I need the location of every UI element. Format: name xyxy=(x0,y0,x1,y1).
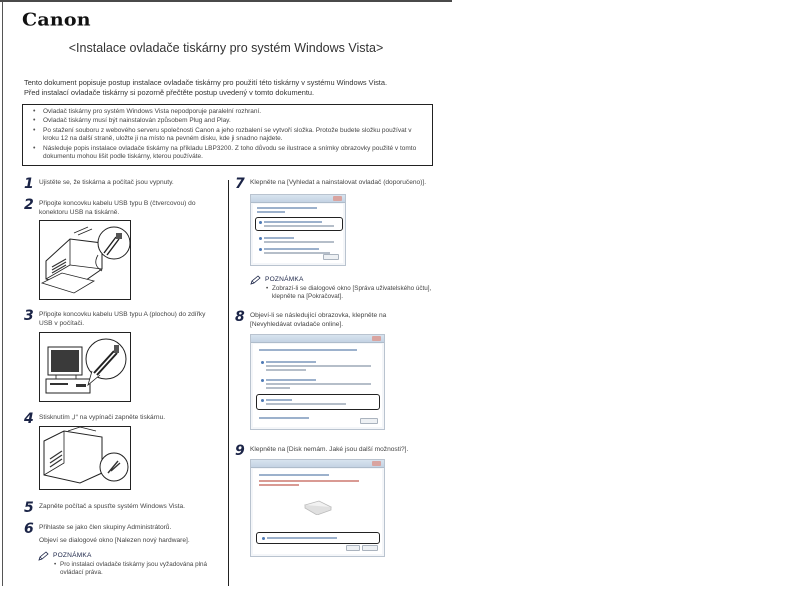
printer-power-icon xyxy=(40,427,130,489)
step-text: Stisknutím „I“ na vypínači zapněte tiskárnu. xyxy=(39,414,166,421)
screenshot-no-disk xyxy=(250,459,385,557)
step-number: 8 xyxy=(235,309,245,325)
illustration-usb-computer xyxy=(39,332,131,402)
step-text: Přihlaste se jako člen skupiny Administrátorů. xyxy=(39,524,172,531)
step-number: 2 xyxy=(24,197,34,213)
highlight-box xyxy=(255,217,343,231)
illustration-usb-printer xyxy=(39,220,131,300)
close-icon xyxy=(372,336,381,341)
step-text: Objeví-li se následující obrazovka, klepněte na [Nevyhledávat ovladače online]. xyxy=(250,312,387,328)
note-item: • Ovladač tiskárny pro systém Windows Vista nepodporuje paralelní rozhraní. xyxy=(43,108,424,117)
highlight-box xyxy=(256,532,380,544)
step-subtext: Objeví se dialogové okno [Nalezen nový hardware]. xyxy=(39,537,190,544)
intro-paragraph xyxy=(24,78,444,97)
dialog-button xyxy=(360,418,378,424)
step-number: 1 xyxy=(24,176,34,192)
dialog-titlebar xyxy=(251,195,345,203)
screenshot-found-new-hardware xyxy=(250,194,346,266)
page-left-border xyxy=(2,2,3,586)
dialog-button xyxy=(323,254,339,260)
note-step-6 xyxy=(38,552,218,580)
intro-line: Před instalací ovladače tiskárny si pozorně přečtěte postup uvedený v tomto dokumentu. xyxy=(24,87,315,97)
highlight-box xyxy=(256,394,380,410)
printer-usb-b-icon xyxy=(40,221,130,299)
column-divider xyxy=(228,180,229,586)
dialog-button xyxy=(362,545,378,551)
illustration-power-switch xyxy=(39,426,131,490)
step-number: 6 xyxy=(24,521,34,537)
pencil-icon xyxy=(38,551,50,561)
step-number: 3 xyxy=(24,308,34,324)
canon-logo: Canon xyxy=(22,9,91,31)
note-item: • Následuje popis instalace ovladače tiskárny na příkladu LBP3200. Z toho důvodu se ilustrace a snímky obrazovky použité v tomto dokumentu mohou lišit podle tiskárny, kterou používáte. xyxy=(43,145,424,162)
step-text: Připojte koncovku kabelu USB typu A (plochou) do zdířky USB v počítači. xyxy=(39,311,206,327)
dialog-body xyxy=(253,469,382,554)
step-text: Klepněte na [Vyhledat a nainstalovat ovladač (doporučeno)]. xyxy=(250,179,427,186)
step-number: 4 xyxy=(24,411,34,427)
step-text: Zapněte počítač a spusťte systém Windows Vista. xyxy=(39,503,186,510)
step-number: 5 xyxy=(24,500,34,516)
step-text: Připojte koncovku kabelu USB typu B (čtvercovou) do konektoru USB na tiskárně. xyxy=(39,200,196,216)
important-notes-box xyxy=(22,104,433,166)
disc-drive-icon xyxy=(303,499,333,515)
dialog-body xyxy=(253,344,382,427)
page-top-border xyxy=(0,0,452,2)
dialog-titlebar xyxy=(251,335,384,343)
computer-usb-a-icon xyxy=(40,333,130,401)
pencil-icon xyxy=(250,275,262,285)
dialog-body xyxy=(253,204,343,263)
step-text: Ujistěte se, že tiskárna a počítač jsou vypnuty. xyxy=(39,179,174,186)
note-item: • Ovladač tiskárny musí být nainstalován způsobem Plug and Play. xyxy=(43,117,424,126)
note-step-7 xyxy=(250,276,440,302)
note-label: POZNÁMKA xyxy=(53,552,92,559)
close-icon xyxy=(372,461,381,466)
document-title: <Instalace ovladače tiskárny pro systém Windows Vista> xyxy=(68,41,384,55)
dialog-button xyxy=(346,545,360,551)
step-text: Klepněte na [Disk nemám. Jaké jsou další možnosti?]. xyxy=(250,446,409,453)
note-text: • Zobrazí-li se dialogové okno [Správa uživatelského účtu], klepněte na [Pokračovat]. xyxy=(272,285,437,301)
screenshot-search-online xyxy=(250,334,385,430)
note-label: POZNÁMKA xyxy=(265,276,304,283)
step-number: 9 xyxy=(235,443,245,459)
step-number: 7 xyxy=(235,176,245,192)
note-text: • Pro instalaci ovladače tiskárny jsou vyžadována plná ovládací práva. xyxy=(60,561,210,577)
dialog-titlebar xyxy=(251,460,384,468)
close-icon xyxy=(333,196,342,201)
note-item: • Po stažení souboru z webového serveru společnosti Canon a jeho rozbalení se vytvoří složka. Protože budete složku používat v kroku 12 na další straně, uložte ji na místo na pevném disku, kde ji snadno najdete. xyxy=(43,127,424,144)
intro-line: Tento dokument popisuje postup instalace ovladače tiskárny pro použití této tiskárny v systému Windows Vista. xyxy=(24,78,388,87)
